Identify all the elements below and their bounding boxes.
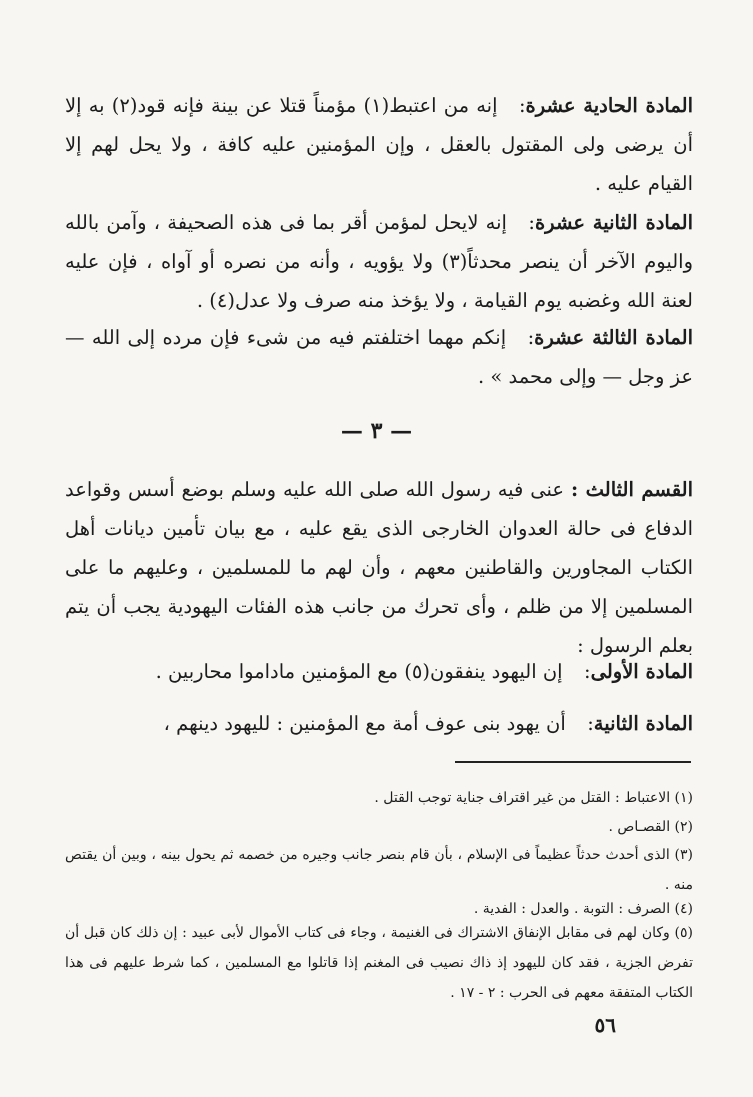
article-13-paragraph: المادة الثالثة عشرة:إنكم مهما اختلفتم فيه من شىء فإن مرده إلى الله — عز وجل — وإلى محمد » .	[65, 326, 694, 388]
article-13-text: إنكم مهما اختلفتم فيه من شىء فإن مرده إلى الله — عز وجل — وإلى محمد » .	[65, 326, 693, 388]
footnote-divider	[455, 761, 691, 763]
footnote-2: (٢) القصـاص .	[608, 819, 693, 835]
article-1-label: المادة الأولى	[590, 660, 693, 683]
page-number: ٥٦	[594, 1013, 616, 1037]
article-12-text: إنه لايحل لمؤمن أقر بما فى هذه الصحيفة ، وآمن بالله واليوم الآخر أن ينصر محدثاً(٣) ولا يؤويه ، وأنه من نصره أو آواه ، فإن عليه لعنة الله وغضبه يوم القيامة ، ولا يؤخذ منه صرف ولا عدل(٤) .	[65, 211, 694, 312]
footnote-1: (١) الاعتباط : القتل من غير اقتراف جناية توجب القتل .	[374, 790, 693, 806]
article-2-text: أن يهود بنى عوف أمة مع المؤمنين : لليهود دينهم ،	[163, 712, 566, 735]
footnote-4: (٤) الصرف : التوبة . والعدل : الفدية .	[473, 901, 693, 917]
part-three-paragraph	[65, 470, 693, 665]
section-number: — ٣ —	[340, 418, 413, 444]
article-2-label: المادة الثانية	[593, 712, 693, 735]
article-1-paragraph: المادة الأولى:إن اليهود ينفقون(٥) مع المؤمنين ماداموا محاربين .	[155, 660, 693, 683]
part-three-label: القسم الثالث :	[570, 478, 693, 501]
article-11-text: إنه من اعتبط(١) مؤمناً قتلا عن بينة فإنه قود(٢) به إلا أن يرضى ولى المقتول بالعقل ، وإن المؤمنين عليه كافة ، ولا يحل لهم إلا القيام عليه .	[65, 94, 693, 195]
article-11-label: المادة الحادية عشرة	[525, 94, 693, 117]
article-2-paragraph: المادة الثانية:أن يهود بنى عوف أمة مع المؤمنين : لليهود دينهم ،	[163, 712, 693, 735]
footnote-3: (٣) الذى أحدث حدثاً عظيماً فى الإسلام ، بأن قام بنصر جانب وجيره من خصمه ثم يحول بينه ، وبين أن يقتص منه .	[65, 847, 693, 893]
article-1-text: إن اليهود ينفقون(٥) مع المؤمنين ماداموا محاربين .	[155, 660, 563, 683]
article-12-label: المادة الثانية عشرة	[534, 211, 693, 234]
part-three-text: عنى فيه رسول الله صلى الله عليه وسلم بوضع أسس وقواعد الدفاع فى حالة العدوان الخارجى الذى يقع عليه ، مع بيان تأمين ديانات أهل الكتاب المجاورين والقاطنين معهم ، وأن لهم ما للمسلمين ، وعليهم ما على المسلمين إلا من ظلم ، وأى تحرك من جانب هذه الفئات اليهودية يجب أن يتم بعلم الرسول :	[65, 478, 693, 657]
article-11-paragraph: المادة الحادية عشرة:إنه من اعتبط(١) مؤمناً قتلا عن بينة فإنه قود(٢) به إلا أن يرضى ولى المقتول بالعقل ، وإن المؤمنين عليه كافة ، ولا يحل لهم إلا القيام عليه .	[65, 94, 693, 195]
footnote-5: (٥) وكان لهم فى مقابل الإنفاق الاشتراك فى الغنيمة ، وجاء فى كتاب الأموال لأبى عبيد : إن ذلك كان قبل أن تفرض الجزية ، فقد كان لليهود إذ ذاك نصيب فى المغنم إذا قاتلوا مع المسلمين ، كما شرط عليهم فى هذا الكتاب المتفقة معهم فى الحرب : ٢ - ١٧ .	[65, 925, 693, 1001]
article-13-label: المادة الثالثة عشرة	[534, 326, 694, 349]
article-12-paragraph: المادة الثانية عشرة:إنه لايحل لمؤمن أقر بما فى هذه الصحيفة ، وآمن بالله واليوم الآخر أن ينصر محدثاً(٣) ولا يؤويه ، وأنه من نصره أو آواه ، فإن عليه لعنة الله وغضبه يوم القيامة ، ولا يؤخذ منه صرف ولا عدل(٤) .	[65, 211, 694, 312]
